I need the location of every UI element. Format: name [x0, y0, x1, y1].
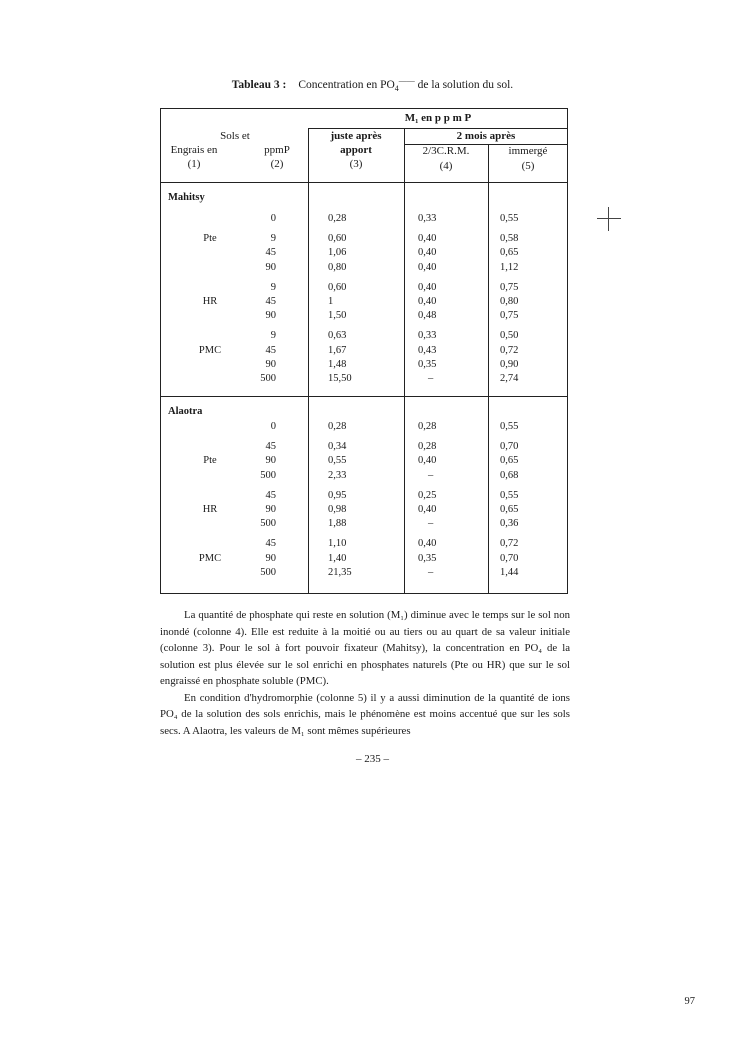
cell-c4: 0,40	[418, 504, 437, 515]
cell-c3: 15,50	[328, 373, 352, 384]
cell-c5: 0,65	[500, 247, 519, 259]
cell-dose: 500	[260, 373, 276, 384]
caption-sub: 4	[394, 84, 399, 94]
cell-c5: 1,44	[500, 566, 519, 578]
cell-c5: 0,68	[500, 469, 519, 481]
col3-line2: apport	[340, 144, 372, 156]
cell-dose: 9	[270, 330, 276, 342]
site-name-alaotra: Alaotra	[168, 406, 203, 417]
cell-c3: 1,40	[328, 552, 347, 564]
col0-line2: Engrais en	[170, 144, 218, 156]
cell-dose: 90	[265, 358, 276, 370]
cell-c4: –	[428, 469, 434, 481]
cell-c5: 0,55	[500, 421, 519, 432]
cell-c4: –	[428, 373, 434, 384]
cell-dose: 90	[265, 552, 276, 564]
cell-dose: 500	[260, 518, 276, 530]
cell-dose: 45	[265, 344, 276, 356]
cell-dose: 90	[265, 261, 276, 273]
cell-c4: 0,40	[418, 281, 437, 293]
cell-c3: 1,50	[328, 310, 347, 322]
cell-c5: 1,12	[500, 261, 519, 273]
paragraph: La quantité de phosphate qui reste en solution (M₁) diminue avec le temps sur le sol non inondé (colonne 4). Elle est reduite à la moitié ou au tiers ou au quart de sa valeur initiale (colonne 3). Pour le sol à fort pouvoir fixateur (Mahitsy), la concentration en PO₄ de la solution est plus élevée sur le sol enrichi en phosphates naturels (Pte ou HR) que sur le sol engraissé en phosphate soluble (PMC).	[160, 609, 570, 687]
cell-dose: 90	[265, 504, 276, 515]
cell-dose: 500	[260, 566, 276, 578]
cell-label: PMC	[198, 552, 222, 564]
col4-title: 2/3C.R.M.	[422, 145, 470, 157]
cell-c3: 1,06	[328, 247, 347, 259]
cell-c4: 0,40	[418, 538, 437, 550]
cell-c3: 1,88	[328, 518, 347, 530]
col3-line1: juste après	[330, 130, 382, 142]
cell-c4: –	[428, 518, 434, 530]
cell-c3: 0,80	[328, 261, 347, 273]
cell-dose: 500	[260, 469, 276, 481]
cell-c4: 0,28	[418, 441, 437, 453]
cell-dose: 90	[265, 310, 276, 322]
site-name-mahitsy: Mahitsy	[168, 192, 205, 203]
cell-c4: 0,33	[418, 213, 437, 224]
cell-c5: 0,72	[500, 538, 519, 550]
cell-c5: 0,90	[500, 358, 519, 370]
cell-label: HR	[202, 504, 218, 515]
cell-c3: 0,95	[328, 489, 347, 501]
page-number: – 235 –	[356, 753, 389, 765]
cell-c3: 0,98	[328, 504, 347, 515]
col4-num: (4)	[439, 160, 453, 172]
cell-c5: 0,58	[500, 233, 519, 245]
col0-num: (1)	[187, 158, 201, 170]
cell-dose: 45	[265, 441, 276, 453]
cell-dose: 90	[265, 455, 276, 467]
cell-c3: 0,28	[328, 213, 347, 224]
cell-c3: 0,55	[328, 455, 347, 467]
cell-c4: 0,40	[418, 247, 437, 259]
cell-dose: 45	[265, 247, 276, 259]
cell-c5: 0,50	[500, 330, 519, 342]
cell-c3: 0,34	[328, 441, 347, 453]
two-months-title: 2 mois après	[456, 130, 516, 142]
cell-c4: 0,40	[418, 261, 437, 273]
cell-c4: 0,48	[418, 310, 437, 322]
col5-title: immergé	[508, 145, 548, 157]
table-caption	[0, 76, 745, 93]
cell-c4: 0,35	[418, 552, 437, 564]
cell-label: PMC	[198, 344, 222, 356]
data-table	[160, 108, 568, 594]
cell-c3: 0,60	[328, 281, 347, 293]
cell-dose: 45	[265, 538, 276, 550]
caption-sup: ——	[398, 76, 415, 85]
col1-num: (2)	[270, 158, 284, 170]
cell-c3: 2,33	[328, 469, 347, 481]
cell-c4: 0,25	[418, 489, 437, 501]
cell-c4: 0,28	[418, 421, 437, 432]
cell-label: HR	[202, 296, 218, 307]
cell-c4: 0,40	[418, 233, 437, 245]
cell-c5: 0,65	[500, 455, 519, 467]
cell-c3: 21,35	[328, 566, 352, 578]
cell-c5: 0,70	[500, 552, 519, 564]
caption-text: Concentration en PO	[298, 78, 395, 91]
caption-text-after: de la solution du sol.	[414, 78, 514, 91]
cell-c5: 0,65	[500, 504, 519, 515]
col-divider-3	[308, 128, 309, 594]
cell-c5: 2,74	[500, 373, 519, 384]
cell-dose: 9	[270, 233, 276, 245]
cell-c3: 0,28	[328, 421, 347, 432]
cell-c3: 0,63	[328, 330, 347, 342]
cell-c4: 0,35	[418, 358, 437, 370]
col-divider-4	[404, 128, 405, 594]
cell-c4: 0,43	[418, 344, 437, 356]
cell-c3: 1,48	[328, 358, 347, 370]
cell-c5: 0,75	[500, 281, 519, 293]
cell-label: Pte	[203, 455, 217, 467]
cell-dose: 45	[265, 296, 276, 307]
site-divider	[160, 396, 568, 397]
cell-dose: 45	[265, 489, 276, 501]
header-rule-m1	[308, 128, 568, 129]
cell-c4: 0,40	[418, 296, 437, 307]
cell-c3: 1,67	[328, 344, 347, 356]
cell-c5: 0,55	[500, 213, 519, 224]
cell-c4: 0,33	[418, 330, 437, 342]
cell-c5: 0,75	[500, 310, 519, 322]
col-divider-5	[488, 144, 489, 594]
cell-c3: 1,10	[328, 538, 347, 550]
body-text	[160, 607, 570, 739]
cell-c5: 0,70	[500, 441, 519, 453]
header-rule-bottom	[160, 182, 568, 183]
cell-c3: 1	[328, 296, 334, 307]
cell-c4: –	[428, 566, 434, 578]
cell-label: Pte	[203, 233, 217, 245]
registration-mark	[597, 207, 621, 231]
cell-c5: 0,55	[500, 489, 519, 501]
paragraph: En condition d'hydromorphie (colonne 5) il y a aussi diminution de la quantité de ions PO₄ de la solution des sols enrichis, mais le phénomène est moins accentué que sur les sols secs. A Alaotra, les valeurs de M₁ sont mêmes supérieures	[160, 691, 570, 737]
folio-number: 97	[684, 996, 695, 1007]
cell-dose: 0	[270, 421, 276, 432]
cell-c4: 0,40	[418, 455, 437, 467]
m1-title: M₁ en p p m P	[404, 112, 472, 124]
col3-num: (3)	[349, 158, 363, 170]
col5-num: (5)	[521, 160, 535, 172]
cell-dose: 9	[270, 281, 276, 293]
col1-unit: ppmP	[264, 144, 290, 156]
col0-line1: Sols et	[220, 130, 250, 142]
cell-c5: 0,80	[500, 296, 519, 307]
cell-c5: 0,36	[500, 518, 519, 530]
caption-label: Tableau 3 :	[231, 78, 287, 91]
cell-c5: 0,72	[500, 344, 519, 356]
cell-dose: 0	[270, 213, 276, 224]
cell-c3: 0,60	[328, 233, 347, 245]
